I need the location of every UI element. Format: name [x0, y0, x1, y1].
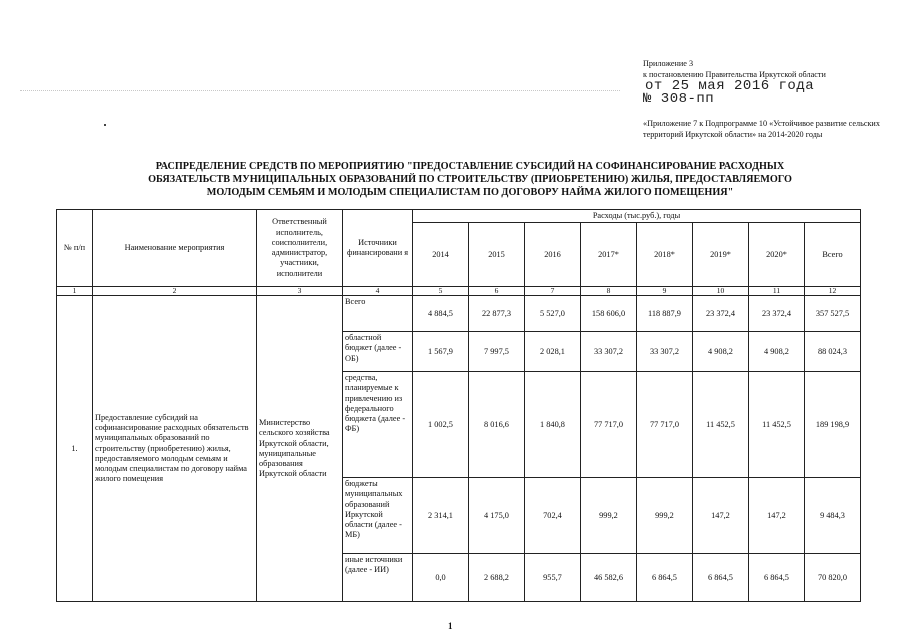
stamp-date: от 25 мая 2016 года [645, 78, 815, 94]
value-cell: 702,4 [525, 478, 581, 554]
annex-line-1: Приложение 3 [643, 59, 694, 68]
value-cell: 33 307,2 [581, 332, 637, 372]
total-cell: 70 820,0 [805, 554, 861, 602]
value-cell: 7 997,5 [469, 332, 525, 372]
value-cell: 4 884,5 [413, 296, 469, 332]
value-cell: 8 016,6 [469, 372, 525, 478]
value-cell: 6 864,5 [749, 554, 805, 602]
value-cell: 999,2 [581, 478, 637, 554]
page-number: 1 [448, 621, 453, 631]
value-cell: 2 028,1 [525, 332, 581, 372]
value-cell: 22 877,3 [469, 296, 525, 332]
column-number: 5 [413, 287, 469, 296]
total-cell: 9 484,3 [805, 478, 861, 554]
column-number: 4 [343, 287, 413, 296]
value-cell: 118 887,9 [637, 296, 693, 332]
column-number-row [57, 287, 861, 296]
responsible-executor: Министерство сельского хозяйства Иркутской области, муниципальные образования Иркутской области [257, 296, 343, 602]
column-number: 9 [637, 287, 693, 296]
header-expenses: Расходы (тыс.руб.), годы [413, 210, 861, 223]
header-sources: Источники финансировани я [343, 210, 413, 287]
column-number: 10 [693, 287, 749, 296]
total-cell: 357 527,5 [805, 296, 861, 332]
value-cell: 4 175,0 [469, 478, 525, 554]
value-cell: 33 307,2 [637, 332, 693, 372]
header-year: 2018* [637, 223, 693, 287]
value-cell: 46 582,6 [581, 554, 637, 602]
value-cell: 5 527,0 [525, 296, 581, 332]
value-cell: 77 717,0 [637, 372, 693, 478]
value-cell: 0,0 [413, 554, 469, 602]
value-cell: 6 864,5 [693, 554, 749, 602]
source-label: областной бюджет (далее - ОБ) [343, 332, 413, 372]
header-name: Наименование мероприятия [93, 210, 257, 287]
value-cell: 4 908,2 [749, 332, 805, 372]
value-cell: 147,2 [749, 478, 805, 554]
scan-speck [104, 124, 106, 126]
header-year: 2016 [525, 223, 581, 287]
value-cell: 77 717,0 [581, 372, 637, 478]
value-cell: 2 688,2 [469, 554, 525, 602]
source-label: средства, планируемые к привлечению из федерального бюджета (далее - ФБ) [343, 372, 413, 478]
value-cell: 2 314,1 [413, 478, 469, 554]
value-cell: 11 452,5 [749, 372, 805, 478]
value-cell: 1 567,9 [413, 332, 469, 372]
value-cell: 955,7 [525, 554, 581, 602]
value-cell: 1 002,5 [413, 372, 469, 478]
value-cell: 999,2 [637, 478, 693, 554]
value-cell: 23 372,4 [693, 296, 749, 332]
funding-table [56, 209, 861, 602]
column-number: 3 [257, 287, 343, 296]
column-number: 2 [93, 287, 257, 296]
row-number: 1. [57, 296, 93, 602]
header-year: 2019* [693, 223, 749, 287]
column-number: 7 [525, 287, 581, 296]
source-label: бюджеты муниципальных образований Иркутской области (далее - МБ) [343, 478, 413, 554]
column-number: 8 [581, 287, 637, 296]
column-number: 12 [805, 287, 861, 296]
source-label: Всего [343, 296, 413, 332]
value-cell: 4 908,2 [693, 332, 749, 372]
activity-name: Предоставление субсидий на софинансирование расходных обязательств муниципальных образований по строительству (приобретению) жилья, предоставляемого молодым семьям и молодым специалистам по договору найма жилого помещения [93, 296, 257, 602]
value-cell: 6 864,5 [637, 554, 693, 602]
column-number: 6 [469, 287, 525, 296]
column-number: 11 [749, 287, 805, 296]
total-cell: 88 024,3 [805, 332, 861, 372]
header-row-1 [57, 210, 861, 223]
header-responsible: Ответственный исполнитель, соисполнители, администратор, участники, исполнители [257, 210, 343, 287]
table-row [57, 296, 861, 332]
column-number: 1 [57, 287, 93, 296]
scan-artifact-line [20, 90, 620, 93]
annex-block [643, 58, 898, 140]
value-cell: 23 372,4 [749, 296, 805, 332]
source-label: иные источники (далее - ИИ) [343, 554, 413, 602]
total-cell: 189 198,9 [805, 372, 861, 478]
value-cell: 158 606,0 [581, 296, 637, 332]
annex-line-2: к постановлению Правительства Иркутской области [643, 70, 826, 79]
document-title: РАСПРЕДЕЛЕНИЕ СРЕДСТВ ПО МЕРОПРИЯТИЮ "ПРЕДОСТАВЛЕНИЕ СУБСИДИЙ НА СОФИНАНСИРОВАНИЕ РАСХОДНЫХ ОБЯЗАТЕЛЬСТВ МУНИЦИПАЛЬНЫХ ОБРАЗОВАНИЙ ПО СТРОИТЕЛЬСТВУ (ПРИОБРЕТЕНИЮ) ЖИЛЬЯ, ПРЕДОСТАВЛЯЕМОГО МОЛОДЫМ СЕМЬЯМ И МОЛОДЫМ СПЕЦИАЛИСТАМ ПО ДОГОВОРУ НАЙМА ЖИЛОГО ПОМЕЩЕНИЯ" [148, 161, 792, 198]
header-year: 2017* [581, 223, 637, 287]
header-num: № п/п [57, 210, 93, 287]
value-cell: 11 452,5 [693, 372, 749, 478]
value-cell: 147,2 [693, 478, 749, 554]
header-total: Всего [805, 223, 861, 287]
header-year: 2020* [749, 223, 805, 287]
header-year: 2014 [413, 223, 469, 287]
value-cell: 1 840,8 [525, 372, 581, 478]
stamp-number: № 308-пп [643, 91, 715, 107]
annex-quote: «Приложение 7 к Подпрограмме 10 «Устойчивое развитие сельских территорий Иркутской области» на 2014-2020 годы [643, 119, 880, 139]
header-year: 2015 [469, 223, 525, 287]
